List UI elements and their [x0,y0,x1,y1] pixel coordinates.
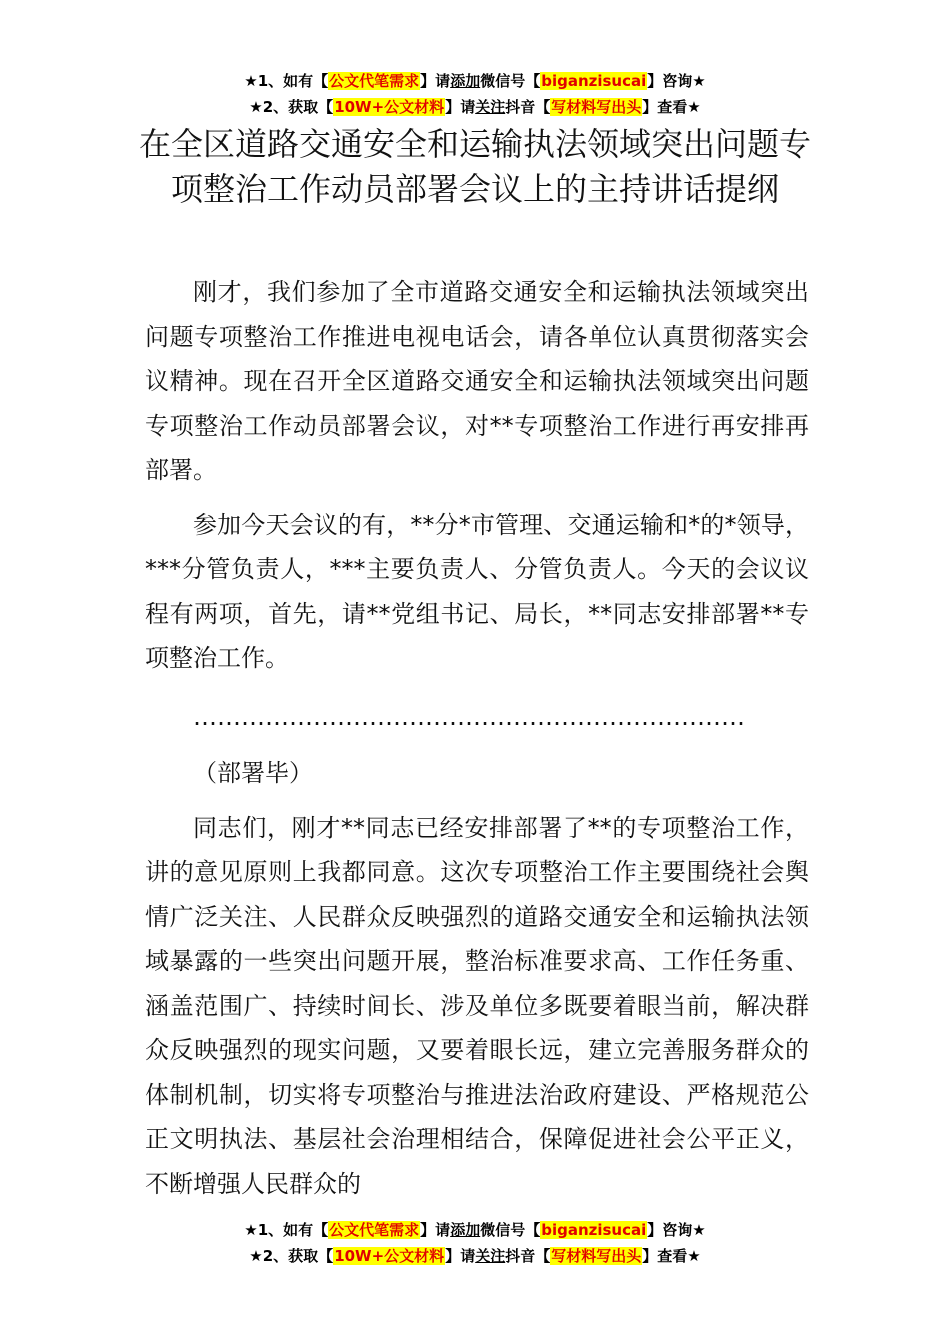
promo-line-1: ★1、如有【公文代笔需求】请添加微信号【biganzisucai】咨询★ [244,1221,706,1239]
promo-wechat-id: biganzisucai [541,72,647,90]
header-promo-banner [0,68,950,120]
ellipsis-divider: …………………………………………………………… [193,702,745,731]
promo-douyin-id: 写材料写出头 [551,98,642,116]
promo-douyin-id: 写材料写出头 [551,1247,642,1265]
promo-highlight: 10W+公文材料 [334,1247,445,1265]
paragraph-note: （部署毕） [193,759,313,787]
promo-line-2: ★2、获取【10W+公文材料】请关注抖音【写材料写出头】查看★ [249,1247,701,1265]
promo-highlight: 公文代笔需求 [329,1221,420,1239]
paragraph-attendees: 参加今天会议的有，**分*市管理、交通运输和*的*领导，***分管负责人，***主要负责人、分管负责人。今天的会议议程有两项，首先，请**党组书记、局长，**同志安排部署**专项整治工作。 [145,510,809,672]
promo-highlight: 10W+公文材料 [334,98,445,116]
document-title: 在全区道路交通安全和运输执法领域突出问题专项整治工作动员部署会议上的主持讲话提纲 [138,125,811,208]
promo-line-2: ★2、获取【10W+公文材料】请关注抖音【写材料写出头】查看★ [249,98,701,116]
paragraph-summary: 同志们，刚才**同志已经安排部署了**的专项整治工作，讲的意见原则上我都同意。这次专项整治工作主要围绕社会舆情广泛关注、人民群众反映强烈的道路交通安全和运输执法领域暴露的一些突出问题开展，整治标准要求高、工作任务重、涵盖范围广、持续时间长、涉及单位多既要着眼当前，解决群众反映强烈的现实问题，又要着眼长远，建立完善服务群众的体制机制，切实将专项整治与推进法治政府建设、严格规范公正文明执法、基层社会治理相结合，保障促进社会公平正义，不断增强人民群众的 [145,813,809,1198]
promo-wechat-id: biganzisucai [541,1221,647,1239]
document-body [145,270,809,1206]
promo-highlight: 公文代笔需求 [329,72,420,90]
footer-promo-banner [0,1217,950,1269]
paragraph-opening: 刚才，我们参加了全市道路交通安全和运输执法领域突出问题专项整治工作推进电视电话会，请各单位认真贯彻落实会议精神。现在召开全区道路交通安全和运输执法领域突出问题专项整治工作动员部署会议，对**专项整治工作进行再安排再部署。 [145,278,809,484]
promo-line-1: ★1、如有【公文代笔需求】请添加微信号【biganzisucai】咨询★ [244,72,706,90]
